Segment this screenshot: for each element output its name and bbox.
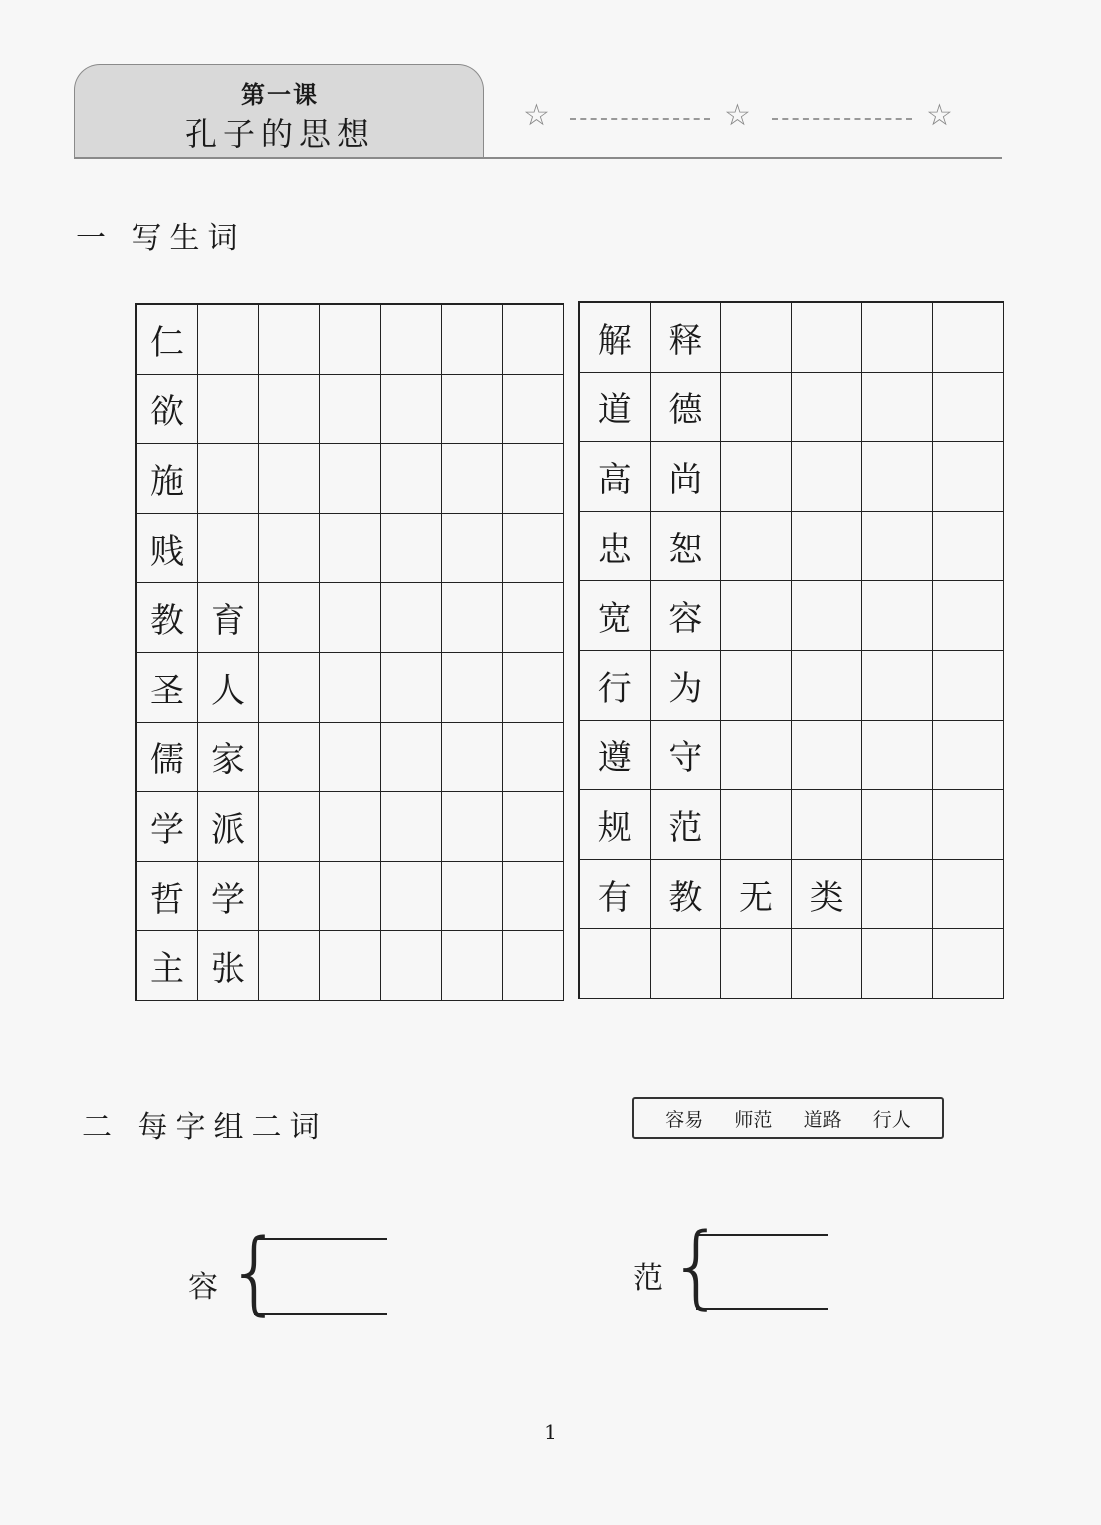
word-bank-item: 师范 [734,1108,773,1131]
grid-cell[interactable] [259,375,320,445]
grid-cell[interactable] [320,305,381,375]
grid-cell[interactable] [933,512,1004,582]
grid-cell[interactable] [792,929,863,999]
grid-cell[interactable] [792,303,863,373]
grid-cell: 为 [651,651,722,721]
lesson-title: 孔子的思想 [184,115,375,153]
left-writing-grid [135,303,564,1001]
answer-line[interactable] [696,1234,828,1236]
lesson-tab [74,64,484,158]
grid-cell[interactable] [381,931,442,1001]
grid-cell: 施 [137,444,198,514]
grid-cell[interactable] [381,862,442,932]
grid-cell[interactable] [792,373,863,443]
grid-cell[interactable] [933,442,1004,512]
grid-cell[interactable] [198,305,259,375]
grid-cell[interactable] [862,581,933,651]
grid-cell[interactable] [442,375,503,445]
grid-cell[interactable] [320,931,381,1001]
grid-cell[interactable] [381,583,442,653]
grid-cell[interactable] [721,721,792,791]
grid-cell[interactable] [792,442,863,512]
grid-cell[interactable] [862,721,933,791]
grid-cell[interactable] [651,929,722,999]
grid-cell[interactable] [933,790,1004,860]
grid-cell[interactable] [442,862,503,932]
grid-cell[interactable] [259,792,320,862]
grid-cell[interactable] [381,723,442,793]
lesson-number: 第一课 [241,80,319,109]
grid-cell[interactable] [792,581,863,651]
brace-icon: { [668,1214,726,1319]
grid-cell[interactable] [721,512,792,582]
grid-cell[interactable] [721,373,792,443]
grid-cell: 派 [198,792,259,862]
grid-cell[interactable] [381,305,442,375]
grid-cell: 解 [580,303,651,373]
grid-cell: 德 [651,373,722,443]
grid-cell[interactable] [721,442,792,512]
grid-cell: 忠 [580,512,651,582]
grid-cell[interactable] [933,303,1004,373]
grid-cell[interactable] [862,790,933,860]
grid-cell[interactable] [503,931,564,1001]
grid-cell[interactable] [862,651,933,721]
grid-cell[interactable] [503,862,564,932]
grid-cell[interactable] [503,792,564,862]
grid-cell[interactable] [933,721,1004,791]
grid-cell[interactable] [320,653,381,723]
question-char: 容 [188,1270,218,1305]
page-number: 1 [544,1420,557,1444]
grid-cell: 范 [651,790,722,860]
star-icon: ☆ [926,98,953,133]
grid-cell[interactable] [442,792,503,862]
grid-cell: 容 [651,581,722,651]
grid-cell[interactable] [442,444,503,514]
grid-cell[interactable] [259,653,320,723]
grid-cell[interactable] [862,512,933,582]
answer-line[interactable] [254,1313,387,1315]
grid-cell[interactable] [862,442,933,512]
grid-cell: 宽 [580,581,651,651]
grid-cell[interactable] [792,651,863,721]
grid-cell[interactable] [259,862,320,932]
grid-cell: 遵 [580,721,651,791]
question-char: 范 [633,1261,663,1296]
grid-cell[interactable] [320,792,381,862]
grid-cell: 尚 [651,442,722,512]
grid-cell[interactable] [198,444,259,514]
grid-cell: 贱 [137,514,198,584]
grid-cell: 圣 [137,653,198,723]
grid-cell[interactable] [381,375,442,445]
grid-cell[interactable] [503,375,564,445]
grid-cell: 无 [721,860,792,930]
grid-cell[interactable] [198,375,259,445]
grid-cell[interactable] [503,583,564,653]
grid-cell[interactable] [259,931,320,1001]
grid-cell[interactable] [442,514,503,584]
grid-cell[interactable] [862,373,933,443]
grid-cell[interactable] [503,305,564,375]
grid-cell[interactable] [320,375,381,445]
answer-line[interactable] [254,1238,387,1240]
star-icon: ☆ [523,98,550,133]
grid-cell[interactable] [259,305,320,375]
word-bank-item: 容易 [665,1108,704,1131]
grid-cell: 学 [137,792,198,862]
grid-cell[interactable] [862,860,933,930]
grid-cell[interactable] [792,512,863,582]
grid-cell: 教 [137,583,198,653]
grid-cell: 育 [198,583,259,653]
grid-cell: 哲 [137,862,198,932]
grid-cell: 主 [137,931,198,1001]
grid-cell: 释 [651,303,722,373]
right-writing-grid [578,301,1004,999]
header-rule [74,157,1002,159]
grid-cell[interactable] [320,583,381,653]
grid-cell[interactable] [442,723,503,793]
grid-cell[interactable] [259,444,320,514]
grid-cell: 张 [198,931,259,1001]
grid-cell[interactable] [198,514,259,584]
grid-cell[interactable] [442,931,503,1001]
grid-cell[interactable] [792,790,863,860]
grid-cell: 守 [651,721,722,791]
section-heading-write-words: 一 写生词 [76,221,246,256]
grid-cell[interactable] [580,929,651,999]
answer-line[interactable] [696,1308,828,1310]
grid-cell: 教 [651,860,722,930]
grid-cell: 道 [580,373,651,443]
dashed-divider [772,118,912,120]
grid-cell[interactable] [933,651,1004,721]
grid-cell[interactable] [442,305,503,375]
grid-cell[interactable] [442,583,503,653]
grid-cell[interactable] [442,653,503,723]
grid-cell: 类 [792,860,863,930]
grid-cell[interactable] [503,444,564,514]
grid-cell[interactable] [381,653,442,723]
star-icon: ☆ [724,98,751,133]
grid-cell: 规 [580,790,651,860]
grid-cell[interactable] [259,723,320,793]
grid-cell[interactable] [503,653,564,723]
grid-cell[interactable] [933,373,1004,443]
grid-cell: 欲 [137,375,198,445]
grid-cell[interactable] [792,721,863,791]
grid-cell[interactable] [320,444,381,514]
grid-cell[interactable] [933,929,1004,999]
brace-icon: { [226,1220,284,1325]
grid-cell[interactable] [259,583,320,653]
word-bank-item: 道路 [803,1108,842,1131]
grid-cell[interactable] [721,303,792,373]
grid-cell: 行 [580,651,651,721]
grid-cell[interactable] [381,514,442,584]
grid-cell[interactable] [320,514,381,584]
grid-cell[interactable] [862,929,933,999]
grid-cell[interactable] [862,303,933,373]
grid-cell: 有 [580,860,651,930]
grid-cell: 人 [198,653,259,723]
grid-cell[interactable] [933,860,1004,930]
word-bank [632,1097,944,1139]
grid-cell: 恕 [651,512,722,582]
grid-cell[interactable] [933,581,1004,651]
grid-cell[interactable] [320,862,381,932]
grid-cell[interactable] [721,929,792,999]
grid-cell[interactable] [259,514,320,584]
grid-cell[interactable] [721,790,792,860]
grid-cell: 学 [198,862,259,932]
section-heading-word-groups: 二 每字组二词 [82,1110,328,1145]
grid-cell: 高 [580,442,651,512]
grid-cell[interactable] [503,723,564,793]
grid-cell: 仁 [137,305,198,375]
dashed-divider [570,118,710,120]
grid-cell[interactable] [503,514,564,584]
grid-cell[interactable] [320,723,381,793]
grid-cell: 家 [198,723,259,793]
grid-cell: 儒 [137,723,198,793]
grid-cell[interactable] [381,792,442,862]
grid-cell[interactable] [721,651,792,721]
grid-cell[interactable] [721,581,792,651]
grid-cell[interactable] [381,444,442,514]
word-bank-item: 行人 [872,1108,911,1131]
